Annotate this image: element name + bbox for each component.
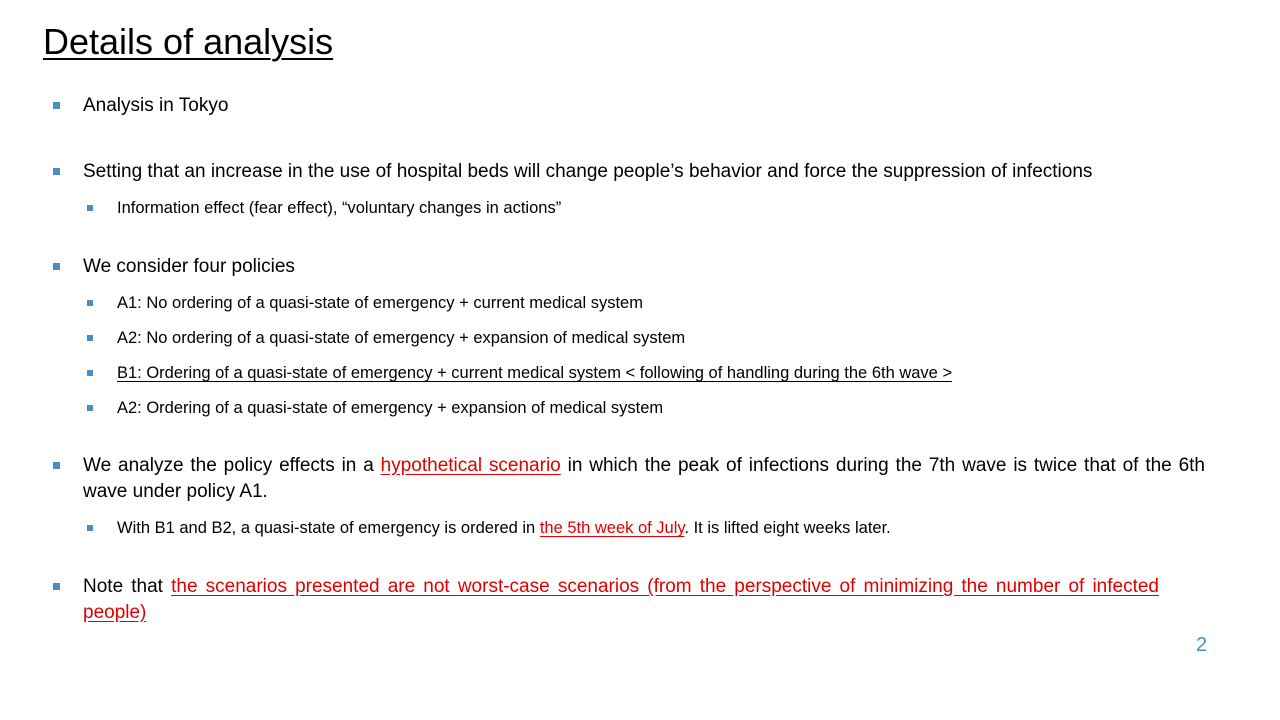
square-bullet-icon xyxy=(87,300,93,306)
bullet-text: Setting that an increase in the use of hospital beds will change people’s behavior and force the suppression of infections xyxy=(83,161,1093,182)
subbullet-information-effect xyxy=(117,197,561,219)
square-bullet-icon xyxy=(87,405,93,411)
subbullet-policy-b1 xyxy=(117,362,952,384)
subbullet-text-pre: With B1 and B2, a quasi-state of emergency is ordered in xyxy=(117,519,540,537)
square-bullet-icon xyxy=(53,168,60,175)
square-bullet-icon xyxy=(53,462,60,469)
bullet-four-policies xyxy=(83,254,295,280)
square-bullet-icon xyxy=(87,205,93,211)
bullet-analyze-policy-effects xyxy=(83,453,1205,505)
bullet-text-pre: We analyze the policy effects in a xyxy=(83,455,381,476)
bullet-text: Analysis in Tokyo xyxy=(83,95,229,116)
page-number: 2 xyxy=(1196,634,1208,656)
bullet-text-post: in which the peak of infections during the 7th wave is twice that of the 6th wave under policy A1. xyxy=(83,455,1206,502)
subbullet-text-post: . It is lifted eight weeks later. xyxy=(684,519,891,537)
subbullet-text: A2: No ordering of a quasi-state of emergency + expansion of medical system xyxy=(117,329,686,347)
square-bullet-icon xyxy=(87,335,93,341)
slide-title: Details of analysis xyxy=(43,21,334,62)
highlight-not-worst-case: the scenarios presented are not worst-case scenarios (from the perspective of minimizing the number of infected people) xyxy=(83,576,1159,623)
subbullet-text: Information effect (fear effect), “voluntary changes in actions” xyxy=(117,199,562,217)
square-bullet-icon xyxy=(87,525,93,531)
highlight-5th-week-july: the 5th week of July xyxy=(539,519,685,537)
subbullet-text: B1: Ordering of a quasi-state of emergency + current medical system < following of handling during the 6th wave > xyxy=(117,364,953,382)
subbullet-policy-a2 xyxy=(117,327,685,349)
square-bullet-icon xyxy=(53,263,60,270)
subbullet-policy-a1 xyxy=(117,292,643,314)
bullet-analysis-tokyo xyxy=(83,93,228,119)
bullet-note xyxy=(83,574,1159,626)
bullet-setting xyxy=(83,159,1092,185)
subbullet-b1-b2-ordering xyxy=(117,517,891,539)
bullet-text-pre: Note that xyxy=(83,576,172,597)
square-bullet-icon xyxy=(53,102,60,109)
subbullet-text: A1: No ordering of a quasi-state of emergency + current medical system xyxy=(117,294,643,312)
subbullet-policy-b2 xyxy=(117,397,663,419)
square-bullet-icon xyxy=(53,583,60,590)
bullet-text: We consider four policies xyxy=(83,256,295,277)
subbullet-text: A2: Ordering of a quasi-state of emergency + expansion of medical system xyxy=(117,399,664,417)
square-bullet-icon xyxy=(87,370,93,376)
highlight-hypothetical-scenario: hypothetical scenario xyxy=(380,455,561,476)
